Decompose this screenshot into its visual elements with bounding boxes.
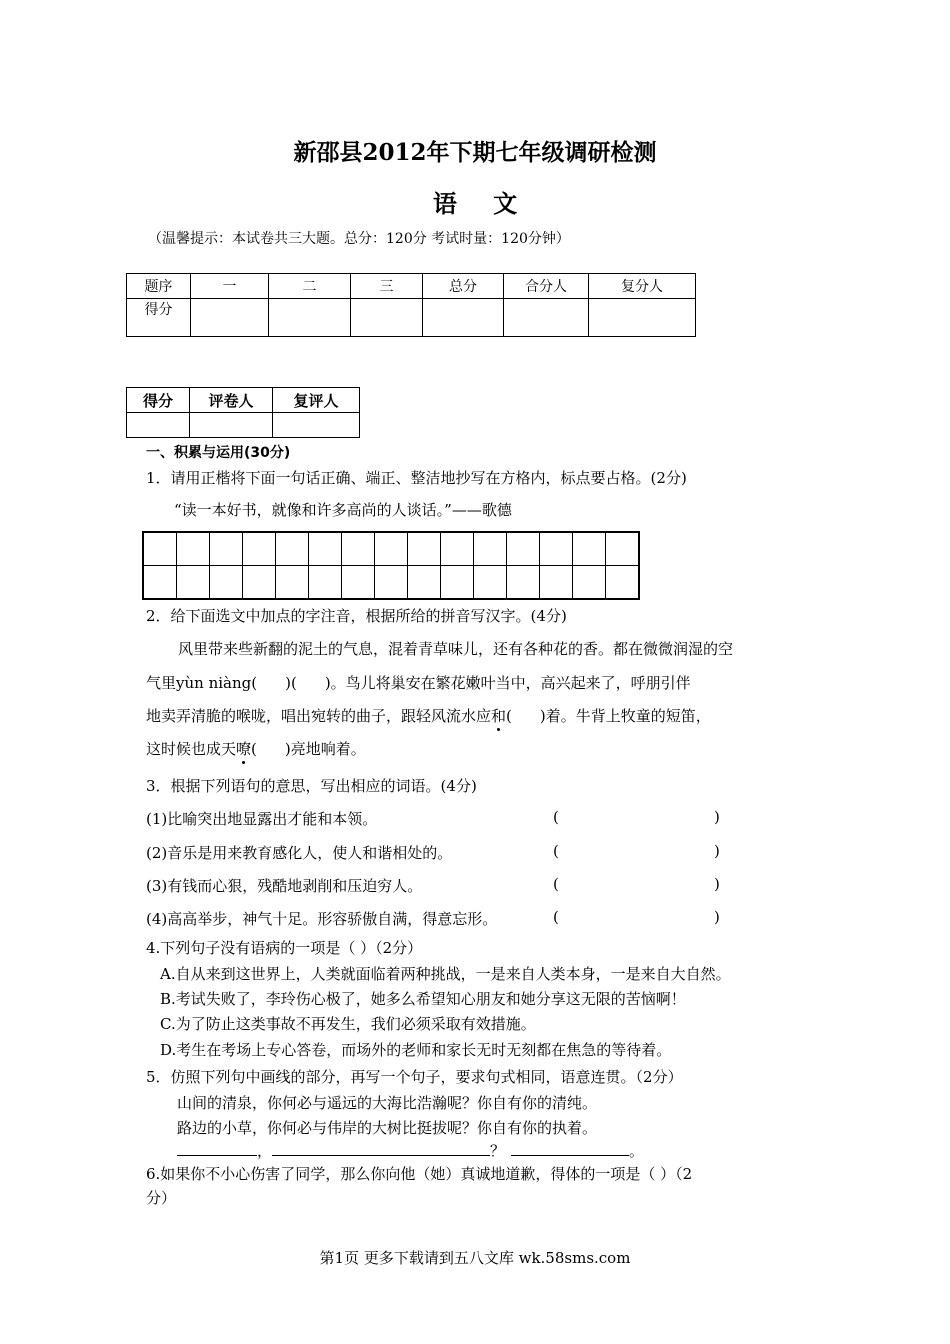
- q2-dotted-char-liao: 嘹: [236, 740, 252, 758]
- grader-header-row: [127, 388, 360, 413]
- q3-answer-close-3: ): [714, 875, 720, 893]
- writing-grid-cell[interactable]: [540, 532, 573, 566]
- exam-subject: 语 文: [432, 189, 532, 218]
- writing-grid-cell[interactable]: [408, 532, 441, 566]
- grader-cell[interactable]: [127, 413, 190, 438]
- score-cell[interactable]: [504, 299, 589, 337]
- section-1-title: 一、积累与运用(30分): [146, 445, 291, 461]
- writing-grid-cell[interactable]: [507, 532, 540, 566]
- score-header-cell: 合分人: [504, 274, 589, 299]
- q4-option-c: C.为了防止这类事故不再发生，我们必须采取有效措施。: [160, 1015, 536, 1033]
- q4-text: 4.下列句子没有语病的一项是（ ）（2分）: [146, 939, 423, 957]
- writing-grid-cell[interactable]: [342, 532, 375, 566]
- q3-answer-open-4: (: [553, 908, 559, 926]
- q3-item-2: (2)音乐是用来教育感化人，使人和谐相处的。: [146, 844, 453, 862]
- q3-item-4: (4)高高举步，神气十足。形容骄傲自满，得意忘形。: [146, 910, 498, 928]
- writing-grid-cell[interactable]: [474, 566, 507, 600]
- score-cell[interactable]: [269, 299, 351, 337]
- q3-answer-close-4: ): [714, 908, 720, 926]
- exam-title: 新邵县2012年下期七年级调研检测: [293, 139, 657, 166]
- writing-grid-cell[interactable]: [474, 532, 507, 566]
- writing-grid-row: [143, 566, 639, 600]
- q2-line3-part-c: )着。牛背上牧童的短笛，: [539, 707, 711, 725]
- q5-period: 。: [629, 1142, 645, 1160]
- q4-option-b: B.考试失败了，李玲伤心极了，她多么希望知心朋友和她分享这无限的苦恼啊！: [160, 990, 686, 1008]
- score-table: [126, 273, 696, 337]
- score-cell[interactable]: [351, 299, 423, 337]
- grader-header-cell: 复评人: [273, 388, 360, 413]
- q2-line2-part-a: 气里yùn niàng(: [146, 674, 258, 692]
- grader-header-cell: 评卷人: [190, 388, 273, 413]
- q5-question-mark: ？: [490, 1142, 506, 1160]
- writing-grid-cell[interactable]: [540, 566, 573, 600]
- score-header-cell: 二: [269, 274, 351, 299]
- grader-entry-row: [127, 413, 360, 438]
- q5-example-1: 山间的清泉，你何必与遥远的大海比浩瀚呢？你自有你的清纯。: [177, 1094, 598, 1112]
- q5-text: 5．仿照下列句中画线的部分，再写一个句子，要求句式相同，语意连贯。（2分）: [146, 1068, 683, 1086]
- writing-grid-cell[interactable]: [375, 532, 408, 566]
- q5-example-2: 路边的小草，你何必与伟岸的大树比挺拔呢？你自有你的执着。: [177, 1119, 598, 1137]
- score-cell[interactable]: [423, 299, 504, 337]
- q3-answer-open-3: (: [553, 875, 559, 893]
- q2-line3-part-a: 地卖弄清脆的喉咙，唱出宛转的曲子，跟轻风流水应: [146, 707, 492, 725]
- q5-blank-3[interactable]: [511, 1141, 629, 1156]
- writing-grid-cell[interactable]: [441, 532, 474, 566]
- writing-grid-cell[interactable]: [441, 566, 474, 600]
- writing-grid-cell[interactable]: [143, 566, 177, 600]
- score-table-score-row: [127, 299, 696, 337]
- score-header-cell: 三: [351, 274, 423, 299]
- q6-text-continued: 分）: [146, 1189, 177, 1207]
- grader-header-cell: 得分: [127, 388, 190, 413]
- q2-passage-line-3: [146, 705, 711, 726]
- q3-item-1: (1)比喻突出地显露出才能和本领。: [146, 810, 378, 828]
- grader-table: [126, 387, 360, 438]
- q2-line4-part-a: 这时候也成天: [146, 740, 237, 758]
- q2-line4-part-b: (: [251, 740, 257, 758]
- writing-grid-cell[interactable]: [606, 566, 640, 600]
- writing-grid-cell[interactable]: [243, 566, 276, 600]
- q5-comma: ，: [257, 1142, 273, 1160]
- writing-grid-cell[interactable]: [309, 566, 342, 600]
- writing-grid-cell[interactable]: [342, 566, 375, 600]
- writing-grid-cell[interactable]: [177, 532, 210, 566]
- q3-answer-open-1: (: [553, 808, 559, 826]
- writing-grid-cell[interactable]: [210, 566, 243, 600]
- q2-passage-line-2: [146, 672, 691, 693]
- score-header-cell: 一: [191, 274, 269, 299]
- q5-blank-2[interactable]: [272, 1141, 490, 1156]
- writing-grid-cell[interactable]: [408, 566, 441, 600]
- writing-grid-cell[interactable]: [177, 566, 210, 600]
- q3-answer-open-2: (: [553, 842, 559, 860]
- q2-dotted-char-he: 和: [491, 707, 507, 725]
- writing-grid-row: [143, 532, 639, 566]
- q2-passage-line-4: [146, 738, 366, 759]
- q2-line2-part-b: )(: [285, 674, 297, 692]
- score-cell[interactable]: [191, 299, 269, 337]
- q1-text: 1．请用正楷将下面一句话正确、端正、整洁地抄写在方格内，标点要占格。(2分): [146, 469, 687, 487]
- q6-text: 6.如果你不小心伤害了同学，那么你向他（她）真诚地道歉，得体的一项是（ ）（2: [146, 1165, 693, 1183]
- grader-cell[interactable]: [273, 413, 360, 438]
- writing-grid[interactable]: [142, 531, 640, 600]
- writing-grid-cell[interactable]: [276, 566, 309, 600]
- writing-grid-cell[interactable]: [573, 566, 606, 600]
- writing-grid-cell[interactable]: [210, 532, 243, 566]
- writing-grid-cell[interactable]: [309, 532, 342, 566]
- q4-option-d: D.考生在考场上专心答卷，而场外的老师和家长无时无刻都在焦急的等待着。: [160, 1041, 672, 1059]
- grader-cell[interactable]: [190, 413, 273, 438]
- writing-grid-cell[interactable]: [276, 532, 309, 566]
- q1-quote: “读一本好书，就像和许多高尚的人谈话。”——歌德: [174, 501, 512, 519]
- q5-answer-line: [177, 1140, 644, 1161]
- page-footer: 第1页 更多下载请到五八文库 wk.58sms.com: [319, 1249, 631, 1267]
- q5-blank-1[interactable]: [177, 1141, 257, 1156]
- q2-line2-part-c: )。鸟儿将巢安在繁花嫩叶当中，高兴起来了，呼朋引伴: [324, 674, 691, 692]
- q2-passage-line-1: 风里带来些新翻的泥土的气息，混着青草味儿，还有各种花的香。都在微微润湿的空: [178, 640, 734, 658]
- writing-grid-cell[interactable]: [143, 532, 177, 566]
- score-table-header-row: [127, 274, 696, 299]
- writing-grid-cell[interactable]: [606, 532, 640, 566]
- q2-line4-part-c: )亮地响着。: [284, 740, 366, 758]
- exam-tip: （温馨提示：本试卷共三大题。总分：120分 考试时量：120分钟）: [148, 231, 570, 247]
- q4-option-a: A.自从来到这世界上，人类就面临着两种挑战，一是来自人类本身，一是来自大自然。: [160, 965, 731, 983]
- writing-grid-cell[interactable]: [243, 532, 276, 566]
- writing-grid-cell[interactable]: [573, 532, 606, 566]
- score-row-label: 得分: [127, 299, 191, 337]
- q3-answer-close-2: ): [714, 842, 720, 860]
- q2-text: 2．给下面选文中加点的字注音，根据所给的拼音写汉字。(4分): [146, 607, 567, 625]
- writing-grid-cell[interactable]: [507, 566, 540, 600]
- q2-line3-part-b: (: [506, 707, 512, 725]
- writing-grid-cell[interactable]: [375, 566, 408, 600]
- q3-answer-close-1: ): [714, 808, 720, 826]
- q3-text: 3．根据下列语句的意思，写出相应的词语。(4分): [146, 777, 477, 795]
- score-header-cell: 总分: [423, 274, 504, 299]
- q3-item-3: (3)有钱而心狠，残酷地剥削和压迫穷人。: [146, 877, 423, 895]
- score-header-cell: 题序: [127, 274, 191, 299]
- score-cell[interactable]: [589, 299, 696, 337]
- score-header-cell: 复分人: [589, 274, 696, 299]
